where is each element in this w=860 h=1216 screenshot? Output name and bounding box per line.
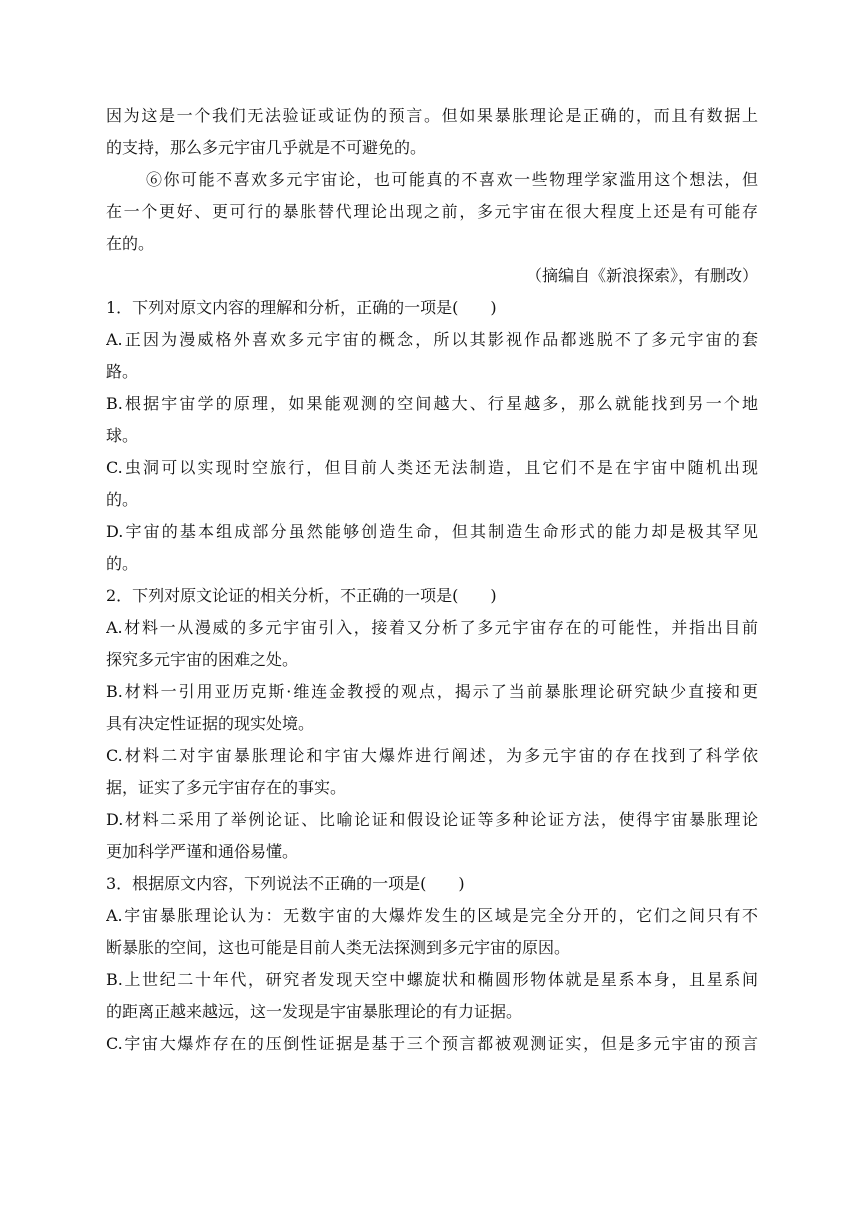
option-line: 的。: [106, 490, 139, 509]
option-d[interactable]: [106, 804, 758, 868]
option-line: 据，证实了多元宇宙存在的事实。: [106, 778, 347, 797]
option-line: B.上世纪二十年代，研究者发现天空中螺旋状和椭圆形物体就是星系本身，且星系间: [106, 970, 758, 989]
option-a[interactable]: [106, 612, 758, 676]
option-line: B.根据宇宙学的原理，如果能观测的空间越大、行星越多，那么就能找到另一个地: [106, 394, 758, 413]
option-b[interactable]: [106, 388, 758, 452]
option-c[interactable]: [106, 452, 758, 516]
option-line: B.材料一引用亚历克斯·维连金教授的观点，揭示了当前暴胀理论研究缺少直接和更: [106, 682, 758, 701]
option-line: 的距离正越来越远，这一发现是宇宙暴胀理论的有力证据。: [106, 1002, 523, 1021]
option-line: A.材料一从漫威的多元宇宙引入，接着又分析了多元宇宙存在的可能性，并指出目前: [106, 618, 758, 637]
question-1: [106, 292, 758, 580]
option-c[interactable]: [106, 1028, 758, 1060]
question-2: [106, 580, 758, 868]
question-stem: 3．根据原文内容，下列说法不正确的一项是( ): [106, 874, 465, 893]
option-line: D.材料二采用了举例论证、比喻论证和假设论证等多种论证方法，使得宇宙暴胀理论: [106, 810, 758, 829]
question-3: [106, 868, 758, 1060]
passage-line: ⑥你可能不喜欢多元宇宙论，也可能真的不喜欢一些物理学家滥用这个想法，但: [146, 170, 758, 189]
option-line: 具有决定性证据的现实处境。: [106, 714, 315, 733]
option-line: 更加科学严谨和通俗易懂。: [106, 842, 299, 861]
option-c[interactable]: [106, 740, 758, 804]
option-line: 的。: [106, 554, 139, 573]
option-line: A.宇宙暴胀理论认为：无数宇宙的大爆炸发生的区域是完全分开的，它们之间只有不: [106, 906, 758, 925]
passage-paragraph-5-end: [106, 100, 758, 164]
option-line: 路。: [106, 362, 139, 381]
option-line: 球。: [106, 426, 139, 445]
option-line: C.虫洞可以实现时空旅行，但目前人类还无法制造，且它们不是在宇宙中随机出现: [106, 458, 758, 477]
option-b[interactable]: [106, 964, 758, 1028]
option-line: D.宇宙的基本组成部分虽然能够创造生命，但其制造生命形式的能力却是极其罕见: [106, 522, 758, 541]
option-line: 断暴胀的空间，这也可能是目前人类无法探测到多元宇宙的原因。: [106, 938, 571, 957]
option-line: A.正因为漫威格外喜欢多元宇宙的概念，所以其影视作品都逃脱不了多元宇宙的套: [106, 330, 758, 349]
passage-line: 在的。: [106, 234, 155, 253]
option-line: C.材料二对宇宙暴胀理论和宇宙大爆炸进行阐述，为多元宇宙的存在找到了科学依: [106, 746, 758, 765]
option-b[interactable]: [106, 676, 758, 740]
question-stem: 1．下列对原文内容的理解和分析，正确的一项是( ): [106, 298, 497, 317]
passage-line: 的支持，那么多元宇宙几乎就是不可避免的。: [106, 138, 427, 157]
option-a[interactable]: [106, 324, 758, 388]
passage-paragraph-6: [106, 164, 758, 260]
document-body: [106, 100, 758, 1060]
option-line: C.宇宙大爆炸存在的压倒性证据是基于三个预言都被观测证实，但是多元宇宙的预言: [106, 1034, 758, 1053]
passage-line: 在一个更好、更可行的暴胀替代理论出现之前，多元宇宙在很大程度上还是有可能存: [106, 202, 758, 221]
option-line: 探究多元宇宙的困难之处。: [106, 650, 299, 669]
option-a[interactable]: [106, 900, 758, 964]
option-d[interactable]: [106, 516, 758, 580]
passage-line: 因为这是一个我们无法验证或证伪的预言。但如果暴胀理论是正确的，而且有数据上: [106, 106, 758, 125]
source-attribution: （摘编自《新浪探索》，有删改）: [525, 266, 758, 285]
question-stem: 2．下列对原文论证的相关分析，不正确的一项是( ): [106, 586, 497, 605]
